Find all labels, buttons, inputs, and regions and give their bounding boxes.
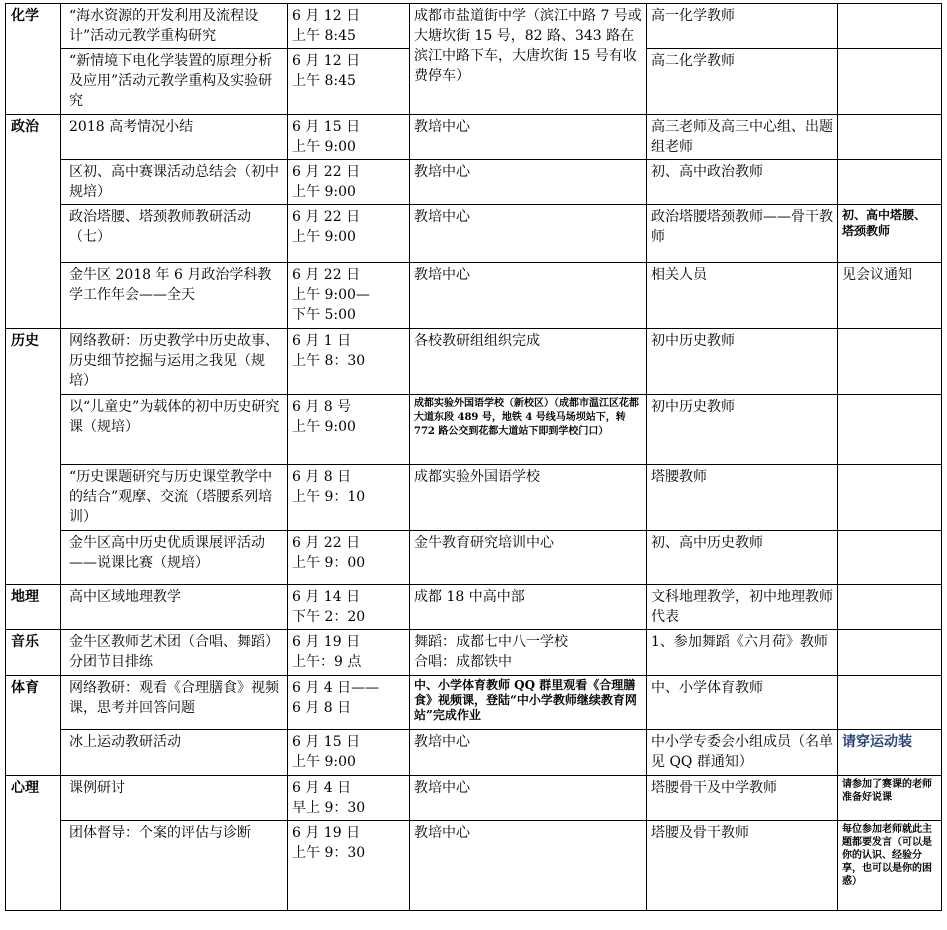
time-cell: 6 月 15 日 上午 9:00 <box>288 115 410 160</box>
participants-cell: 塔腰骨干及中学教师 <box>647 776 838 821</box>
time-cell: 6 月 22 日 上午 9:00 <box>288 205 410 263</box>
note-cell <box>838 49 942 115</box>
participants-cell: 初中历史教师 <box>647 329 838 395</box>
subject-cell: 地理 <box>6 585 61 630</box>
note-cell: 每位参加老师就此主题都要发言（可以是你的认识、经验分享，也可以是你的困惑） <box>838 821 942 911</box>
note-cell <box>838 115 942 160</box>
time-cell: 6 月 8 日 上午 9：10 <box>288 465 410 531</box>
location-cell: 成都市盐道街中学（滨江中路 7 号或大塘坎街 15 号，82 路、343 路在滨江中路下车，大唐坎街 15 号有收费停车） <box>410 4 647 115</box>
table-row <box>6 395 942 465</box>
subject-cell: 音乐 <box>6 630 61 676</box>
time-cell: 6 月 1 日 上午 8：30 <box>288 329 410 395</box>
time-cell: 6 月 14 日 下午 2：20 <box>288 585 410 630</box>
note-cell <box>838 4 942 49</box>
location-cell: 教培中心 <box>410 205 647 263</box>
topic-cell: 冰上运动教研活动 <box>61 730 288 776</box>
location-cell: 教培中心 <box>410 263 647 329</box>
location-cell: 教培中心 <box>410 115 647 160</box>
topic-cell: 课例研讨 <box>61 776 288 821</box>
table-row <box>6 821 942 911</box>
location-cell: 成都 18 中高中部 <box>410 585 647 630</box>
location-cell: 教培中心 <box>410 776 647 821</box>
table-row <box>6 465 942 531</box>
location-cell: 教培中心 <box>410 821 647 911</box>
participants-cell: 中、小学体育教师 <box>647 676 838 730</box>
table-row <box>6 676 942 730</box>
location-cell: 教培中心 <box>410 160 647 205</box>
topic-cell: 以“儿童史”为载体的初中历史研究课（规培） <box>61 395 288 465</box>
table-row <box>6 115 942 160</box>
participants-cell: 初、高中历史教师 <box>647 531 838 585</box>
topic-cell: 网络教研：历史教学中历史故事、历史细节挖掘与运用之我见（规培） <box>61 329 288 395</box>
note-cell: 见会议通知 <box>838 263 942 329</box>
note-cell <box>838 676 942 730</box>
participants-cell: 高二化学教师 <box>647 49 838 115</box>
time-cell: 6 月 22 日 上午 9:00 <box>288 160 410 205</box>
participants-cell: 文科地理教学，初中地理教师代表 <box>647 585 838 630</box>
location-cell: 各校教研组组织完成 <box>410 329 647 395</box>
time-cell: 6 月 4 日 早上 9：30 <box>288 776 410 821</box>
note-cell: 请参加了赛课的老师准备好说课 <box>838 776 942 821</box>
subject-cell: 心理 <box>6 776 61 911</box>
topic-cell: 2018 高考情况小结 <box>61 115 288 160</box>
topic-cell: “新情境下电化学装置的原理分析及应用”活动元教学重构及实验研究 <box>61 49 288 115</box>
table-row <box>6 730 942 776</box>
note-cell <box>838 585 942 630</box>
topic-cell: 高中区域地理教学 <box>61 585 288 630</box>
time-cell: 6 月 4 日—— 6 月 8 日 <box>288 676 410 730</box>
participants-cell: 高三老师及高三中心组、出题组老师 <box>647 115 838 160</box>
location-cell: 成都实验外国语学校（新校区）（成都市温江区花都大道东段 489 号，地铁 4 号线马场坝站下，转 772 路公交到花都大道站下即到学校门口） <box>410 395 647 465</box>
participants-cell: 初、高中政治教师 <box>647 160 838 205</box>
note-cell: 初、高中塔腰、塔颈教师 <box>838 205 942 263</box>
topic-cell: 金牛区 2018 年 6 月政治学科教学工作年会——全天 <box>61 263 288 329</box>
participants-cell: 政治塔腰塔颈教师——骨干教师 <box>647 205 838 263</box>
topic-cell: 区初、高中赛课活动总结会（初中规培） <box>61 160 288 205</box>
subject-cell: 历史 <box>6 329 61 585</box>
topic-cell: 金牛区教师艺术团（合唱、舞蹈）分团节目排练 <box>61 630 288 676</box>
time-cell: 6 月 19 日 上午：9 点 <box>288 630 410 676</box>
participants-cell: 塔腰及骨干教师 <box>647 821 838 911</box>
time-cell: 6 月 12 日 上午 8:45 <box>288 4 410 49</box>
subject-cell: 体育 <box>6 676 61 776</box>
participants-cell: 塔腰教师 <box>647 465 838 531</box>
schedule-table <box>5 3 942 911</box>
topic-cell: “海水资源的开发利用及流程设计”活动元教学重构研究 <box>61 4 288 49</box>
subject-cell: 化学 <box>6 4 61 115</box>
time-cell: 6 月 12 日 上午 8:45 <box>288 49 410 115</box>
note-cell <box>838 465 942 531</box>
time-cell: 6 月 22 日 上午 9：00 <box>288 531 410 585</box>
topic-cell: 网络教研：观看《合理膳食》视频课，思考并回答问题 <box>61 676 288 730</box>
location-cell: 舞蹈：成都七中八一学校 合唱：成都铁中 <box>410 630 647 676</box>
location-cell: 成都实验外国语学校 <box>410 465 647 531</box>
note-cell <box>838 395 942 465</box>
subject-cell: 政治 <box>6 115 61 329</box>
topic-cell: 政治塔腰、塔颈教师教研活动（七） <box>61 205 288 263</box>
table-row <box>6 160 942 205</box>
participants-cell: 相关人员 <box>647 263 838 329</box>
table-row <box>6 263 942 329</box>
note-cell <box>838 531 942 585</box>
table-row <box>6 205 942 263</box>
table-row <box>6 585 942 630</box>
location-cell: 中、小学体育教师 QQ 群里观看《合理膳食》视频课，登陆“中小学教师继续教育网站”完成作业 <box>410 676 647 730</box>
participants-cell: 初中历史教师 <box>647 395 838 465</box>
topic-cell: 金牛区高中历史优质课展评活动——说课比赛（规培） <box>61 531 288 585</box>
time-cell: 6 月 8 号 上午 9:00 <box>288 395 410 465</box>
participants-cell: 中小学专委会小组成员（名单见 QQ 群通知） <box>647 730 838 776</box>
participants-cell: 高一化学教师 <box>647 4 838 49</box>
table-row <box>6 531 942 585</box>
topic-cell: 团体督导：个案的评估与诊断 <box>61 821 288 911</box>
participants-cell: 1、参加舞蹈《六月荷》教师 <box>647 630 838 676</box>
location-cell: 教培中心 <box>410 730 647 776</box>
topic-cell: “历史课题研究与历史课堂教学中的结合”观摩、交流（塔腰系列培训） <box>61 465 288 531</box>
note-cell <box>838 630 942 676</box>
table-row <box>6 776 942 821</box>
time-cell: 6 月 15 日 上午 9:00 <box>288 730 410 776</box>
time-cell: 6 月 19 日 上午 9：30 <box>288 821 410 911</box>
table-row <box>6 329 942 395</box>
table-row <box>6 4 942 49</box>
time-cell: 6 月 22 日 上午 9:00— 下午 5:00 <box>288 263 410 329</box>
location-cell: 金牛教育研究培训中心 <box>410 531 647 585</box>
note-cell <box>838 160 942 205</box>
note-cell: 请穿运动装 <box>838 730 942 776</box>
note-cell <box>838 329 942 395</box>
table-row <box>6 630 942 676</box>
